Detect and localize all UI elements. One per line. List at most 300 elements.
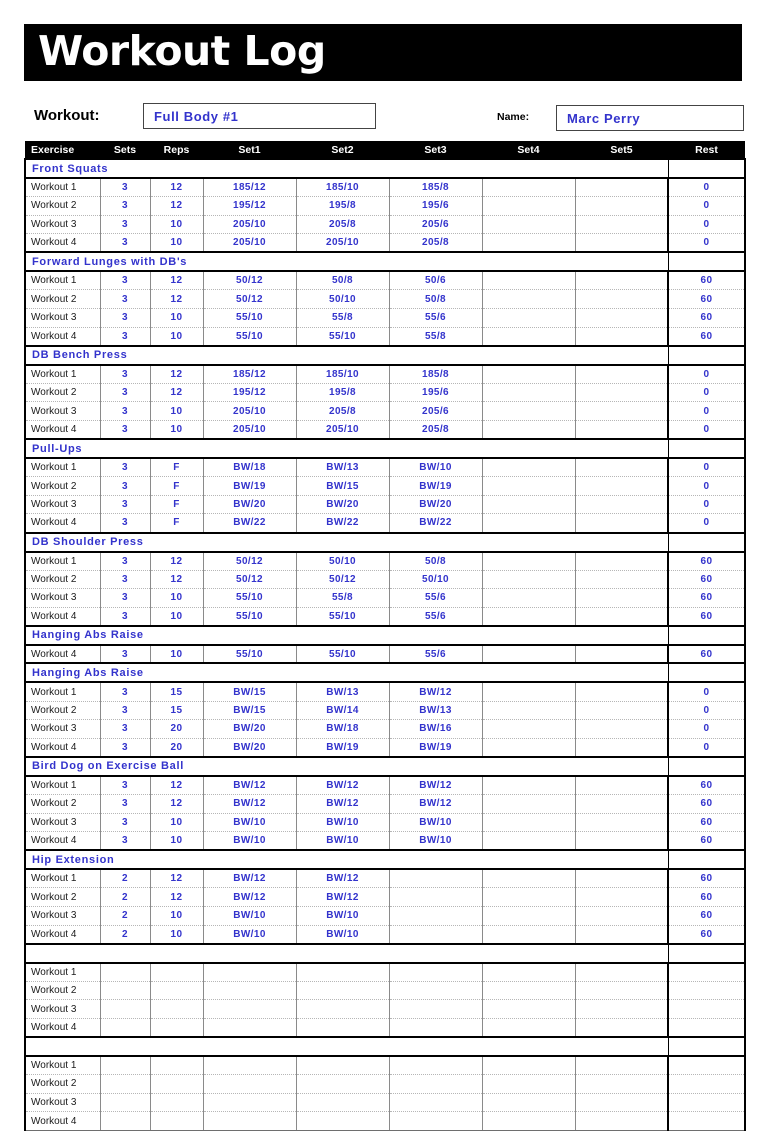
cell-set2[interactable]: BW/12 xyxy=(296,776,389,795)
cell-rest[interactable]: 0 xyxy=(668,682,745,701)
cell-reps[interactable]: 12 xyxy=(150,197,203,216)
cell-set3[interactable]: BW/10 xyxy=(389,458,482,477)
cell-set4[interactable] xyxy=(482,309,575,328)
cell-set3[interactable]: 205/6 xyxy=(389,215,482,234)
cell-set1[interactable]: 55/10 xyxy=(203,607,296,626)
cell-set5[interactable] xyxy=(575,645,668,664)
cell-sets[interactable] xyxy=(100,963,150,982)
cell-reps[interactable] xyxy=(150,1000,203,1019)
cell-set2[interactable]: 55/10 xyxy=(296,645,389,664)
cell-set4[interactable] xyxy=(482,290,575,309)
cell-set1[interactable]: 50/12 xyxy=(203,570,296,589)
cell-set5[interactable] xyxy=(575,234,668,253)
cell-set3[interactable]: 55/6 xyxy=(389,607,482,626)
cell-rest[interactable]: 0 xyxy=(668,458,745,477)
cell-set2[interactable]: 185/10 xyxy=(296,178,389,197)
cell-set4[interactable] xyxy=(482,1018,575,1037)
cell-reps[interactable]: F xyxy=(150,495,203,514)
cell-set5[interactable] xyxy=(575,570,668,589)
cell-set3[interactable]: 205/6 xyxy=(389,402,482,421)
cell-set5[interactable] xyxy=(575,1056,668,1075)
cell-set5[interactable] xyxy=(575,271,668,290)
cell-set2[interactable]: 205/8 xyxy=(296,402,389,421)
cell-sets[interactable] xyxy=(100,1000,150,1019)
cell-set1[interactable]: BW/20 xyxy=(203,495,296,514)
cell-rest[interactable] xyxy=(668,1056,745,1075)
cell-reps[interactable]: 12 xyxy=(150,383,203,402)
cell-set2[interactable]: 55/10 xyxy=(296,607,389,626)
cell-sets[interactable] xyxy=(100,1112,150,1131)
cell-set1[interactable] xyxy=(203,1056,296,1075)
cell-set1[interactable]: BW/22 xyxy=(203,514,296,533)
cell-set4[interactable] xyxy=(482,776,575,795)
cell-set1[interactable]: 55/10 xyxy=(203,589,296,608)
cell-set3[interactable] xyxy=(389,1112,482,1131)
cell-set4[interactable] xyxy=(482,383,575,402)
cell-reps[interactable]: 12 xyxy=(150,178,203,197)
cell-set2[interactable]: BW/14 xyxy=(296,701,389,720)
cell-rest[interactable]: 0 xyxy=(668,383,745,402)
cell-set1[interactable]: BW/12 xyxy=(203,869,296,888)
cell-sets[interactable]: 2 xyxy=(100,888,150,907)
cell-set2[interactable]: BW/13 xyxy=(296,458,389,477)
cell-set5[interactable] xyxy=(575,383,668,402)
cell-set2[interactable]: 50/10 xyxy=(296,290,389,309)
cell-set4[interactable] xyxy=(482,682,575,701)
cell-rest[interactable] xyxy=(668,1093,745,1112)
cell-set2[interactable]: 195/8 xyxy=(296,197,389,216)
cell-reps[interactable] xyxy=(150,1093,203,1112)
cell-reps[interactable] xyxy=(150,1018,203,1037)
cell-rest[interactable]: 60 xyxy=(668,607,745,626)
cell-set3[interactable]: 185/8 xyxy=(389,178,482,197)
cell-set1[interactable]: 55/10 xyxy=(203,309,296,328)
cell-set1[interactable]: BW/18 xyxy=(203,458,296,477)
cell-set5[interactable] xyxy=(575,906,668,925)
cell-set3[interactable]: 55/6 xyxy=(389,589,482,608)
cell-set1[interactable]: BW/12 xyxy=(203,794,296,813)
cell-set3[interactable] xyxy=(389,1075,482,1094)
cell-set3[interactable] xyxy=(389,906,482,925)
cell-set2[interactable]: 185/10 xyxy=(296,365,389,384)
cell-set1[interactable]: BW/19 xyxy=(203,477,296,496)
cell-sets[interactable] xyxy=(100,1056,150,1075)
cell-rest[interactable]: 0 xyxy=(668,215,745,234)
cell-set4[interactable] xyxy=(482,421,575,440)
cell-set1[interactable]: BW/10 xyxy=(203,925,296,944)
cell-reps[interactable]: F xyxy=(150,458,203,477)
workout-input[interactable] xyxy=(143,103,376,129)
cell-sets[interactable]: 3 xyxy=(100,738,150,757)
cell-reps[interactable]: 12 xyxy=(150,776,203,795)
cell-set1[interactable]: 195/12 xyxy=(203,197,296,216)
cell-rest[interactable]: 60 xyxy=(668,290,745,309)
cell-rest[interactable]: 60 xyxy=(668,570,745,589)
cell-set4[interactable] xyxy=(482,645,575,664)
cell-set3[interactable] xyxy=(389,1000,482,1019)
cell-reps[interactable]: 12 xyxy=(150,794,203,813)
cell-set2[interactable] xyxy=(296,1112,389,1131)
cell-set5[interactable] xyxy=(575,925,668,944)
cell-sets[interactable]: 3 xyxy=(100,365,150,384)
cell-set4[interactable] xyxy=(482,925,575,944)
cell-reps[interactable]: 10 xyxy=(150,589,203,608)
cell-set5[interactable] xyxy=(575,607,668,626)
cell-rest[interactable]: 60 xyxy=(668,327,745,346)
cell-set4[interactable] xyxy=(482,178,575,197)
cell-set5[interactable] xyxy=(575,682,668,701)
cell-reps[interactable]: 20 xyxy=(150,720,203,739)
cell-set3[interactable]: 50/10 xyxy=(389,570,482,589)
cell-set5[interactable] xyxy=(575,552,668,571)
cell-set4[interactable] xyxy=(482,794,575,813)
cell-set1[interactable]: 185/12 xyxy=(203,365,296,384)
cell-set5[interactable] xyxy=(575,197,668,216)
cell-set2[interactable]: 205/8 xyxy=(296,215,389,234)
cell-rest[interactable]: 0 xyxy=(668,197,745,216)
cell-reps[interactable]: 10 xyxy=(150,906,203,925)
cell-reps[interactable] xyxy=(150,1056,203,1075)
cell-rest[interactable]: 60 xyxy=(668,832,745,851)
cell-set1[interactable]: 50/12 xyxy=(203,552,296,571)
cell-set2[interactable]: BW/13 xyxy=(296,682,389,701)
cell-set4[interactable] xyxy=(482,514,575,533)
cell-set5[interactable] xyxy=(575,327,668,346)
cell-sets[interactable]: 3 xyxy=(100,570,150,589)
cell-set2[interactable]: 55/8 xyxy=(296,309,389,328)
cell-set2[interactable]: BW/15 xyxy=(296,477,389,496)
cell-sets[interactable]: 3 xyxy=(100,421,150,440)
cell-rest[interactable]: 60 xyxy=(668,794,745,813)
cell-set3[interactable]: BW/12 xyxy=(389,776,482,795)
cell-set3[interactable] xyxy=(389,925,482,944)
cell-set4[interactable] xyxy=(482,1093,575,1112)
cell-sets[interactable]: 3 xyxy=(100,514,150,533)
cell-set4[interactable] xyxy=(482,234,575,253)
cell-set4[interactable] xyxy=(482,1112,575,1131)
cell-set4[interactable] xyxy=(482,813,575,832)
cell-reps[interactable]: 12 xyxy=(150,271,203,290)
cell-sets[interactable]: 3 xyxy=(100,701,150,720)
cell-set5[interactable] xyxy=(575,178,668,197)
cell-set4[interactable] xyxy=(482,495,575,514)
cell-rest[interactable]: 60 xyxy=(668,552,745,571)
cell-reps[interactable]: 10 xyxy=(150,925,203,944)
cell-set5[interactable] xyxy=(575,1075,668,1094)
cell-rest[interactable]: 0 xyxy=(668,178,745,197)
cell-set3[interactable]: 195/6 xyxy=(389,197,482,216)
cell-set2[interactable]: 205/10 xyxy=(296,234,389,253)
cell-rest[interactable] xyxy=(668,1000,745,1019)
cell-set2[interactable]: BW/19 xyxy=(296,738,389,757)
cell-sets[interactable]: 3 xyxy=(100,776,150,795)
cell-set1[interactable]: BW/10 xyxy=(203,832,296,851)
cell-set2[interactable]: BW/12 xyxy=(296,794,389,813)
cell-set3[interactable] xyxy=(389,869,482,888)
cell-set3[interactable]: 55/6 xyxy=(389,645,482,664)
cell-set3[interactable] xyxy=(389,1018,482,1037)
cell-set3[interactable]: 50/8 xyxy=(389,290,482,309)
cell-set5[interactable] xyxy=(575,888,668,907)
cell-sets[interactable]: 3 xyxy=(100,458,150,477)
cell-rest[interactable]: 0 xyxy=(668,701,745,720)
cell-set3[interactable]: 205/8 xyxy=(389,421,482,440)
cell-set2[interactable] xyxy=(296,1018,389,1037)
cell-set1[interactable]: 205/10 xyxy=(203,421,296,440)
cell-set4[interactable] xyxy=(482,888,575,907)
cell-sets[interactable]: 3 xyxy=(100,813,150,832)
cell-set5[interactable] xyxy=(575,701,668,720)
cell-reps[interactable] xyxy=(150,1075,203,1094)
cell-set1[interactable]: 205/10 xyxy=(203,215,296,234)
cell-set4[interactable] xyxy=(482,477,575,496)
cell-set5[interactable] xyxy=(575,402,668,421)
cell-set1[interactable] xyxy=(203,981,296,1000)
cell-reps[interactable]: 10 xyxy=(150,327,203,346)
cell-set1[interactable]: 195/12 xyxy=(203,383,296,402)
cell-rest[interactable]: 0 xyxy=(668,421,745,440)
cell-set4[interactable] xyxy=(482,402,575,421)
cell-set1[interactable]: 55/10 xyxy=(203,645,296,664)
cell-set4[interactable] xyxy=(482,1000,575,1019)
cell-reps[interactable] xyxy=(150,1112,203,1131)
cell-set5[interactable] xyxy=(575,869,668,888)
cell-set5[interactable] xyxy=(575,365,668,384)
cell-sets[interactable]: 3 xyxy=(100,495,150,514)
cell-set3[interactable]: 50/6 xyxy=(389,271,482,290)
cell-set3[interactable]: BW/19 xyxy=(389,477,482,496)
cell-rest[interactable] xyxy=(668,1075,745,1094)
cell-set1[interactable] xyxy=(203,1075,296,1094)
cell-set3[interactable]: 50/8 xyxy=(389,552,482,571)
cell-set3[interactable] xyxy=(389,963,482,982)
cell-set4[interactable] xyxy=(482,701,575,720)
cell-sets[interactable]: 3 xyxy=(100,720,150,739)
cell-sets[interactable]: 2 xyxy=(100,869,150,888)
cell-set5[interactable] xyxy=(575,290,668,309)
cell-set3[interactable]: BW/13 xyxy=(389,701,482,720)
cell-set4[interactable] xyxy=(482,1075,575,1094)
cell-set5[interactable] xyxy=(575,309,668,328)
cell-set5[interactable] xyxy=(575,1000,668,1019)
cell-sets[interactable]: 3 xyxy=(100,682,150,701)
cell-set2[interactable]: 50/8 xyxy=(296,271,389,290)
cell-reps[interactable]: 12 xyxy=(150,365,203,384)
cell-reps[interactable]: 10 xyxy=(150,607,203,626)
cell-set4[interactable] xyxy=(482,906,575,925)
cell-set5[interactable] xyxy=(575,589,668,608)
cell-set2[interactable]: BW/12 xyxy=(296,888,389,907)
cell-set5[interactable] xyxy=(575,1018,668,1037)
cell-set2[interactable]: BW/22 xyxy=(296,514,389,533)
cell-set1[interactable] xyxy=(203,963,296,982)
cell-set4[interactable] xyxy=(482,271,575,290)
cell-rest[interactable]: 60 xyxy=(668,925,745,944)
cell-set2[interactable] xyxy=(296,981,389,1000)
cell-sets[interactable] xyxy=(100,1075,150,1094)
cell-set1[interactable] xyxy=(203,1093,296,1112)
cell-set5[interactable] xyxy=(575,776,668,795)
cell-sets[interactable]: 3 xyxy=(100,477,150,496)
cell-sets[interactable]: 3 xyxy=(100,290,150,309)
cell-set1[interactable] xyxy=(203,1000,296,1019)
cell-set3[interactable]: BW/20 xyxy=(389,495,482,514)
cell-set2[interactable] xyxy=(296,1056,389,1075)
cell-set4[interactable] xyxy=(482,869,575,888)
cell-rest[interactable]: 0 xyxy=(668,402,745,421)
name-input[interactable] xyxy=(556,105,744,131)
cell-sets[interactable]: 3 xyxy=(100,271,150,290)
cell-set4[interactable] xyxy=(482,589,575,608)
cell-set2[interactable]: BW/10 xyxy=(296,813,389,832)
cell-set1[interactable]: 50/12 xyxy=(203,290,296,309)
cell-reps[interactable]: 10 xyxy=(150,234,203,253)
cell-set2[interactable]: BW/12 xyxy=(296,869,389,888)
cell-sets[interactable]: 3 xyxy=(100,234,150,253)
cell-set2[interactable]: 55/10 xyxy=(296,327,389,346)
cell-set2[interactable]: BW/20 xyxy=(296,495,389,514)
cell-reps[interactable]: 12 xyxy=(150,552,203,571)
cell-reps[interactable]: 10 xyxy=(150,813,203,832)
cell-set5[interactable] xyxy=(575,495,668,514)
cell-reps[interactable]: 15 xyxy=(150,701,203,720)
cell-reps[interactable]: 10 xyxy=(150,645,203,664)
cell-set2[interactable]: 50/10 xyxy=(296,552,389,571)
cell-set5[interactable] xyxy=(575,1112,668,1131)
cell-set5[interactable] xyxy=(575,738,668,757)
cell-sets[interactable]: 3 xyxy=(100,197,150,216)
cell-reps[interactable]: 10 xyxy=(150,421,203,440)
cell-rest[interactable]: 0 xyxy=(668,738,745,757)
cell-set1[interactable]: BW/20 xyxy=(203,738,296,757)
cell-rest[interactable]: 0 xyxy=(668,365,745,384)
cell-rest[interactable]: 0 xyxy=(668,234,745,253)
cell-set2[interactable] xyxy=(296,963,389,982)
cell-set5[interactable] xyxy=(575,794,668,813)
cell-set4[interactable] xyxy=(482,832,575,851)
cell-set3[interactable] xyxy=(389,888,482,907)
cell-set5[interactable] xyxy=(575,421,668,440)
cell-set3[interactable]: 185/8 xyxy=(389,365,482,384)
cell-sets[interactable]: 3 xyxy=(100,607,150,626)
cell-sets[interactable]: 3 xyxy=(100,383,150,402)
cell-set2[interactable]: BW/10 xyxy=(296,906,389,925)
cell-rest[interactable]: 60 xyxy=(668,645,745,664)
cell-set3[interactable]: 55/8 xyxy=(389,327,482,346)
cell-reps[interactable]: F xyxy=(150,477,203,496)
cell-reps[interactable]: 15 xyxy=(150,682,203,701)
cell-set3[interactable] xyxy=(389,1093,482,1112)
cell-rest[interactable]: 0 xyxy=(668,495,745,514)
cell-set4[interactable] xyxy=(482,215,575,234)
cell-set2[interactable] xyxy=(296,1075,389,1094)
cell-set5[interactable] xyxy=(575,458,668,477)
cell-rest[interactable]: 60 xyxy=(668,888,745,907)
cell-reps[interactable]: F xyxy=(150,514,203,533)
cell-rest[interactable] xyxy=(668,963,745,982)
cell-reps[interactable] xyxy=(150,981,203,1000)
cell-rest[interactable]: 60 xyxy=(668,309,745,328)
cell-set3[interactable]: BW/12 xyxy=(389,682,482,701)
cell-reps[interactable] xyxy=(150,963,203,982)
cell-sets[interactable] xyxy=(100,1018,150,1037)
cell-set3[interactable]: BW/22 xyxy=(389,514,482,533)
cell-rest[interactable] xyxy=(668,1018,745,1037)
cell-sets[interactable]: 2 xyxy=(100,906,150,925)
cell-rest[interactable] xyxy=(668,1112,745,1131)
cell-sets[interactable]: 2 xyxy=(100,925,150,944)
cell-set5[interactable] xyxy=(575,215,668,234)
cell-set4[interactable] xyxy=(482,963,575,982)
cell-set2[interactable]: 205/10 xyxy=(296,421,389,440)
cell-sets[interactable]: 3 xyxy=(100,178,150,197)
cell-sets[interactable]: 3 xyxy=(100,327,150,346)
cell-set1[interactable]: BW/12 xyxy=(203,888,296,907)
cell-set1[interactable]: BW/20 xyxy=(203,720,296,739)
cell-reps[interactable]: 12 xyxy=(150,570,203,589)
cell-set3[interactable]: BW/10 xyxy=(389,832,482,851)
cell-set3[interactable]: 195/6 xyxy=(389,383,482,402)
cell-rest[interactable]: 60 xyxy=(668,906,745,925)
cell-set2[interactable]: 195/8 xyxy=(296,383,389,402)
cell-set4[interactable] xyxy=(482,458,575,477)
cell-rest[interactable]: 60 xyxy=(668,869,745,888)
cell-set3[interactable]: 55/6 xyxy=(389,309,482,328)
cell-set1[interactable]: BW/15 xyxy=(203,701,296,720)
cell-set4[interactable] xyxy=(482,607,575,626)
cell-set1[interactable]: BW/10 xyxy=(203,906,296,925)
cell-set4[interactable] xyxy=(482,552,575,571)
cell-set5[interactable] xyxy=(575,963,668,982)
cell-rest[interactable]: 60 xyxy=(668,589,745,608)
cell-set1[interactable]: 50/12 xyxy=(203,271,296,290)
cell-reps[interactable]: 10 xyxy=(150,215,203,234)
cell-set4[interactable] xyxy=(482,720,575,739)
cell-sets[interactable]: 3 xyxy=(100,589,150,608)
cell-reps[interactable]: 10 xyxy=(150,309,203,328)
cell-set2[interactable]: BW/10 xyxy=(296,832,389,851)
cell-set1[interactable]: BW/15 xyxy=(203,682,296,701)
cell-set1[interactable]: 185/12 xyxy=(203,178,296,197)
cell-set2[interactable]: 55/8 xyxy=(296,589,389,608)
cell-set2[interactable] xyxy=(296,1093,389,1112)
cell-set4[interactable] xyxy=(482,570,575,589)
cell-reps[interactable]: 12 xyxy=(150,290,203,309)
cell-set2[interactable]: BW/10 xyxy=(296,925,389,944)
cell-sets[interactable]: 3 xyxy=(100,794,150,813)
cell-reps[interactable]: 12 xyxy=(150,888,203,907)
cell-reps[interactable]: 12 xyxy=(150,869,203,888)
cell-set1[interactable]: 205/10 xyxy=(203,402,296,421)
cell-set3[interactable]: BW/12 xyxy=(389,794,482,813)
cell-sets[interactable]: 3 xyxy=(100,645,150,664)
cell-set4[interactable] xyxy=(482,365,575,384)
cell-sets[interactable]: 3 xyxy=(100,309,150,328)
cell-rest[interactable]: 0 xyxy=(668,514,745,533)
cell-sets[interactable]: 3 xyxy=(100,552,150,571)
cell-set4[interactable] xyxy=(482,1056,575,1075)
cell-set2[interactable]: BW/18 xyxy=(296,720,389,739)
cell-reps[interactable]: 10 xyxy=(150,402,203,421)
cell-rest[interactable]: 60 xyxy=(668,776,745,795)
cell-rest[interactable]: 0 xyxy=(668,477,745,496)
cell-set5[interactable] xyxy=(575,514,668,533)
cell-set5[interactable] xyxy=(575,477,668,496)
cell-set2[interactable] xyxy=(296,1000,389,1019)
cell-set1[interactable]: BW/12 xyxy=(203,776,296,795)
cell-set5[interactable] xyxy=(575,981,668,1000)
cell-set1[interactable]: BW/10 xyxy=(203,813,296,832)
